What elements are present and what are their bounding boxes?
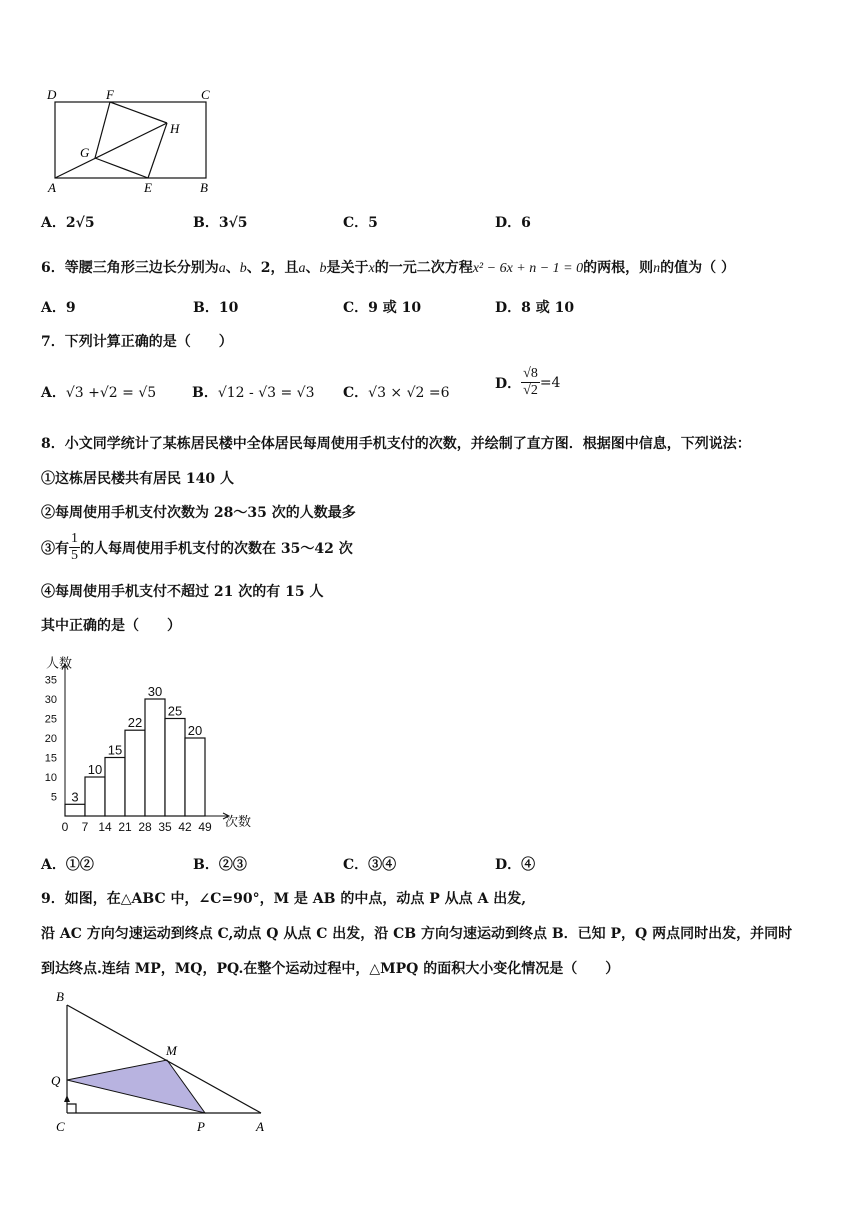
rectangle-figure — [40, 85, 230, 197]
bar-value-label: 22 — [127, 715, 143, 731]
q5-option-a[interactable] — [41, 212, 95, 232]
histogram-bar — [105, 758, 125, 817]
q6-option-d[interactable] — [495, 297, 574, 317]
q8-statement-3 — [41, 531, 353, 564]
option-text: √12 - √3 = √3 — [217, 385, 315, 401]
option-text: =4 — [539, 374, 561, 391]
option-text: 2√5 — [65, 215, 95, 231]
y-tick-label: 35 — [44, 674, 57, 687]
fraction — [521, 366, 540, 399]
y-tick-label: 25 — [44, 713, 57, 726]
x-tick-label: 14 — [98, 820, 112, 834]
segment-fg — [95, 102, 110, 158]
option-letter: A． — [41, 300, 66, 316]
denominator: √2 — [523, 383, 538, 398]
diagonal-ah — [55, 123, 167, 178]
option-letter: D． — [495, 215, 522, 231]
equation: x² − 6x + n − 1 = 0 — [472, 261, 584, 276]
option-text: √3 × √2 =6 — [368, 385, 450, 401]
option-text: ③④ — [368, 857, 397, 873]
option-letter: D． — [495, 857, 522, 873]
q8-statement-4: ④每周使用手机支付不超过 21 次的有 15 人 — [41, 584, 324, 600]
q6-stem — [41, 257, 735, 277]
label-g: G — [80, 145, 90, 160]
q8-stem: 8．小文同学统计了某栋居民楼中全体居民每周使用手机支付的次数，并绘制了直方图．根据图中信息，下列说法： — [41, 436, 751, 452]
label-b: B — [200, 180, 208, 195]
label-a: A — [256, 1119, 264, 1134]
q5-option-d[interactable] — [495, 212, 531, 232]
var-b: b — [239, 261, 247, 276]
histogram-bar — [185, 738, 205, 816]
histogram-bar — [65, 804, 85, 816]
right-angle-mark — [67, 1104, 76, 1113]
q6-option-c[interactable] — [343, 297, 421, 317]
triangle-figure — [45, 985, 275, 1135]
x-tick-label: 21 — [118, 820, 132, 834]
histogram-bar — [145, 699, 165, 816]
option-text: 8 或 10 — [521, 300, 575, 316]
q7-stem: 7．下列计算正确的是（ ） — [41, 334, 233, 350]
option-text: 3√5 — [218, 215, 248, 231]
x-tick-label: 28 — [138, 820, 152, 834]
q5-option-b[interactable] — [193, 212, 248, 232]
option-text: 9 — [65, 300, 76, 316]
option-letter: D． — [495, 375, 522, 392]
q8-statement-1: ①这栋居民楼共有居民 140 人 — [41, 471, 234, 487]
bar-value-label: 20 — [187, 723, 203, 738]
histogram-bar — [165, 719, 185, 817]
fraction — [69, 531, 80, 564]
y-tick-label: 10 — [44, 772, 57, 784]
q6-text: 的值为（ ） — [660, 260, 736, 276]
numerator: √8 — [523, 366, 538, 381]
q7-option-c[interactable] — [343, 382, 450, 402]
var-a: a — [298, 261, 306, 276]
label-p: P — [197, 1119, 205, 1134]
option-text: 5 — [368, 215, 378, 231]
segment-fh — [110, 102, 167, 123]
q9-line-3: 到达终点.连结 MP，MQ，PQ.在整个运动过程中，△MPQ 的面积大小变化情况是（ ） — [41, 961, 620, 977]
option-letter: A． — [41, 857, 66, 873]
bar-value-label: 30 — [147, 684, 163, 699]
option-letter: B． — [193, 857, 219, 873]
histogram-bar — [125, 730, 145, 816]
q6-text: 、2，且 — [246, 260, 299, 276]
triangle-mpq — [67, 1060, 205, 1113]
x-tick-label: 35 — [158, 820, 172, 834]
denominator: 5 — [71, 548, 78, 563]
q8-question: 其中正确的是（ ） — [41, 618, 181, 634]
numerator: 1 — [71, 531, 78, 546]
label-b: B — [56, 989, 64, 1004]
label-c: C — [56, 1119, 65, 1134]
x-tick-label: 0 — [61, 820, 69, 834]
arrow-up-icon — [64, 1095, 70, 1102]
option-letter: B． — [192, 385, 218, 401]
option-letter: C． — [343, 215, 369, 231]
q7-option-a[interactable] — [41, 382, 156, 402]
y-tick-label: 30 — [44, 694, 57, 706]
x-tick-label: 42 — [178, 820, 192, 834]
segment-ge — [95, 158, 148, 178]
q7-option-b[interactable] — [192, 382, 315, 402]
statement-text: ③有 — [41, 540, 69, 557]
option-text: ①② — [65, 857, 94, 873]
option-letter: C． — [343, 385, 369, 401]
q6-text: 6．等腰三角形三边长分别为 — [41, 260, 219, 276]
histogram-bar — [85, 777, 105, 816]
q9-line-1: 9．如图，在△ABC 中，∠C=90°，M 是 AB 的中点，动点 P 从点 A 出发, — [41, 891, 527, 907]
option-letter: A． — [41, 385, 66, 401]
q6-text: 、 — [305, 260, 320, 276]
q8-statement-2: ②每周使用手机支付次数为 28～35 次的人数最多 — [41, 505, 356, 521]
option-text: 9 或 10 — [368, 300, 422, 316]
option-letter: C． — [343, 300, 369, 316]
option-text: ②③ — [218, 857, 247, 873]
option-text: 6 — [521, 215, 531, 231]
y-tick-label: 15 — [44, 752, 57, 765]
x-tick-label: 7 — [81, 820, 89, 834]
q6-text: 的一元二次方程 — [374, 260, 473, 276]
option-text: √3 +√2 = √5 — [65, 385, 157, 401]
q6-option-b[interactable] — [193, 297, 238, 317]
option-text: ④ — [521, 857, 536, 873]
bar-value-label: 25 — [167, 703, 183, 719]
y-tick-label: 5 — [50, 791, 57, 804]
q6-text: 的两根，则 — [583, 260, 654, 276]
bar-value-label: 3 — [71, 789, 79, 805]
label-f: F — [106, 87, 114, 102]
q7-option-d[interactable] — [495, 366, 560, 399]
q8-option-b[interactable] — [193, 854, 247, 874]
q8-option-a[interactable] — [41, 854, 94, 874]
option-letter: A． — [41, 215, 66, 231]
q8-option-c[interactable] — [343, 854, 396, 874]
histogram-chart — [36, 645, 266, 840]
label-e: E — [144, 180, 152, 195]
option-letter: D． — [495, 300, 522, 316]
q9-line-2: 沿 AC 方向匀速运动到终点 C,动点 Q 从点 C 出发，沿 CB 方向匀速运动到终点 B．已知 P，Q 两点同时出发，并同时 — [41, 926, 793, 942]
label-h: H — [170, 121, 180, 136]
label-m: M — [166, 1043, 177, 1058]
option-letter: B． — [193, 300, 219, 316]
var-a: a — [218, 261, 226, 276]
q6-option-a[interactable] — [41, 297, 76, 317]
x-axis-label: 次数 — [225, 814, 252, 829]
y-tick-label: 20 — [44, 733, 57, 745]
label-a: A — [48, 180, 56, 195]
label-d: D — [47, 87, 57, 102]
option-letter: C． — [343, 857, 369, 873]
var-x: x — [368, 261, 375, 276]
bar-value-label: 10 — [87, 762, 103, 777]
statement-text: 的人每周使用手机支付的次数在 35～42 次 — [80, 540, 353, 557]
option-text: 10 — [218, 300, 239, 316]
q6-text: 是关于 — [326, 260, 369, 276]
label-c: C — [201, 87, 210, 102]
x-tick-label: 49 — [198, 820, 212, 834]
q5-option-c[interactable] — [343, 212, 378, 232]
y-axis-label: 人数 — [46, 655, 73, 671]
bar-value-label: 15 — [107, 742, 123, 758]
q8-option-d[interactable] — [495, 854, 535, 874]
label-q: Q — [51, 1073, 61, 1088]
option-letter: B． — [193, 215, 219, 231]
q6-text: 、 — [225, 260, 240, 276]
var-b: b — [319, 261, 327, 276]
var-n: n — [653, 261, 661, 276]
